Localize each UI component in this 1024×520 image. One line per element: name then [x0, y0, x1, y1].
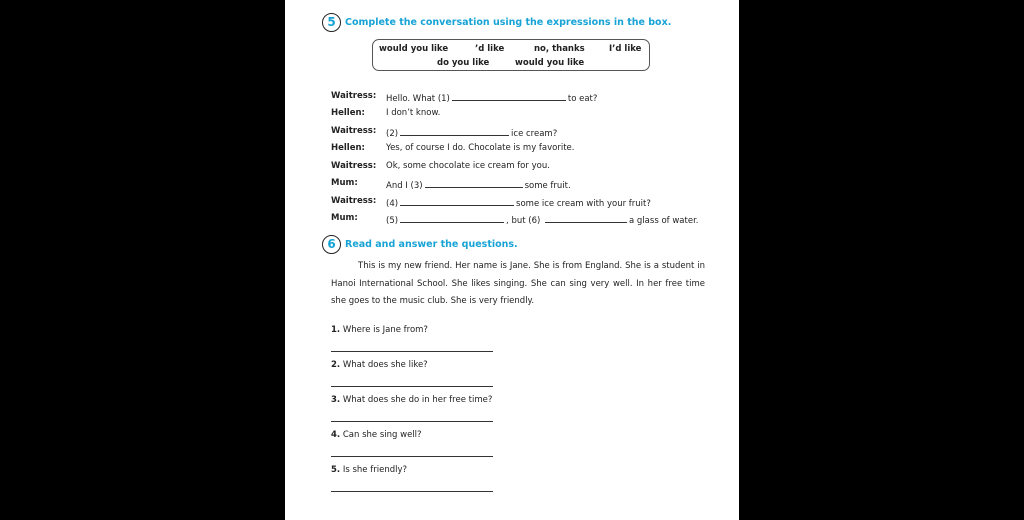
- box-expression: do you like: [437, 58, 490, 68]
- reading-passage: This is my new friend. Her name is Jane. She is from England. She is a student in Hanoi International School. She likes singing. She can sing very well. In her free time she goes to the music club. She is very friendly.: [331, 261, 705, 306]
- speaker-label: Mum:: [331, 178, 358, 188]
- question: [331, 360, 428, 370]
- question-number: 2.: [331, 360, 341, 370]
- question: [331, 465, 407, 475]
- question-number: 3.: [331, 395, 341, 405]
- speaker-label: Waitress:: [331, 161, 377, 171]
- answer-blank[interactable]: [400, 196, 514, 206]
- answer-line[interactable]: [331, 351, 493, 352]
- speaker-label: Hellen:: [331, 108, 365, 118]
- dialogue-text: a glass of water.: [629, 216, 699, 226]
- box-expression: ’d like: [475, 44, 505, 54]
- answer-line[interactable]: [331, 456, 493, 457]
- speaker-label: Waitress:: [331, 126, 377, 136]
- box-expression: I’d like: [609, 44, 642, 54]
- dialogue-text: And I (3): [386, 181, 423, 191]
- dialogue-text: (4): [386, 199, 399, 209]
- dialogue-text: (2): [386, 129, 399, 139]
- speaker-label: Mum:: [331, 213, 358, 223]
- question: [331, 430, 422, 440]
- answer-line[interactable]: [331, 491, 493, 492]
- question-text: Is she friendly?: [342, 465, 408, 475]
- exercise-5-instruction: Complete the conversation using the expressions in the box.: [345, 17, 672, 28]
- question: [331, 395, 492, 405]
- answer-blank[interactable]: [400, 213, 504, 223]
- question-text: What does she like?: [342, 360, 428, 370]
- worksheet-page: [285, 0, 739, 520]
- question-text: Can she sing well?: [342, 430, 422, 440]
- dialogue-text: Yes, of course I do. Chocolate is my favorite.: [386, 143, 575, 153]
- answer-blank[interactable]: [545, 213, 627, 223]
- dialogue-text: Hello. What (1): [386, 94, 450, 104]
- dialogue-text: some ice cream with your fruit?: [516, 199, 651, 209]
- answer-blank[interactable]: [425, 178, 523, 188]
- speaker-label: Waitress:: [331, 196, 377, 206]
- box-expression: would you like: [515, 58, 585, 68]
- exercise-6-number: 6: [322, 235, 341, 254]
- exercise-5-number: 5: [322, 13, 341, 32]
- answer-line[interactable]: [331, 386, 493, 387]
- dialogue-text: ice cream?: [511, 129, 558, 139]
- answer-blank[interactable]: [400, 126, 509, 136]
- dialogue-text: Ok, some chocolate ice cream for you.: [386, 161, 550, 171]
- question-number: 4.: [331, 430, 341, 440]
- dialogue-text: (5): [386, 216, 399, 226]
- dialogue-text: , but (6): [506, 216, 541, 226]
- exercise-6-instruction: Read and answer the questions.: [345, 239, 518, 250]
- question: [331, 325, 428, 335]
- question-text: What does she do in her free time?: [342, 395, 493, 405]
- dialogue-text: some fruit.: [524, 181, 571, 191]
- box-expression: no, thanks: [534, 44, 585, 54]
- answer-line[interactable]: [331, 421, 493, 422]
- answer-blank[interactable]: [452, 91, 566, 101]
- dialogue-text: I don’t know.: [386, 108, 441, 118]
- question-number: 5.: [331, 465, 341, 475]
- dialogue-text: to eat?: [567, 94, 598, 104]
- box-expression: would you like: [379, 44, 449, 54]
- question-text: Where is Jane from?: [342, 325, 428, 335]
- speaker-label: Hellen:: [331, 143, 365, 153]
- question-number: 1.: [331, 325, 341, 335]
- speaker-label: Waitress:: [331, 91, 377, 101]
